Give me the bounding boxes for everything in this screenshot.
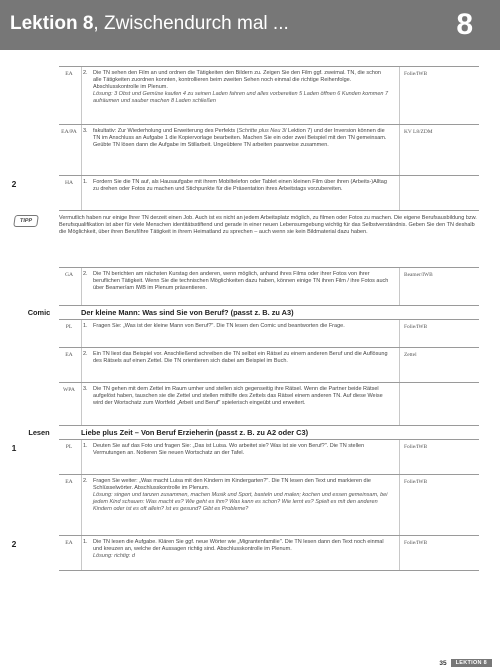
task-number: 2 — [11, 539, 17, 549]
row-text — [83, 271, 391, 292]
row-text — [83, 351, 391, 365]
media-cell: Folie/IWB — [404, 71, 428, 77]
step-number: 1. — [83, 179, 88, 185]
social-form: HA — [64, 180, 74, 186]
page-header — [0, 0, 500, 50]
social-form: PL — [65, 444, 73, 450]
row-text — [83, 539, 391, 560]
media-cell: KV L8/ZDM — [404, 129, 433, 135]
social-form: WPA — [63, 387, 75, 393]
step-number: 1. — [83, 539, 88, 545]
table-row — [59, 66, 479, 124]
media-cell: Folie/IWB — [404, 479, 428, 485]
lesson-title — [10, 13, 289, 35]
row-text-italic: Schritte plus Neu 3 — [238, 128, 285, 134]
row-text-body: Die TN lesen die Aufgabe. Klären Sie ggf. neue Wörter wie „Migrantenfamilie". Die TN lesen dann den Text noch einmal und kreuzen an, welche der Aussagen richtig sind. Abschlusskontrolle im Plenum. — [93, 539, 384, 553]
row-text-body: Die TN berichten am nächsten Kurstag den anderen, wenn möglich, anhand ihres Films oder ihrer Fotos von ihrer beruflichen Tätigkeit. Wenn Sie die technischen Möglichkeiten dazu haben, können einige TN ihren Film / ihre Fotos auch über Beamer/am IWB im Plenum präsentieren. — [93, 271, 389, 292]
table-row — [59, 382, 479, 425]
row-text-body: Fragen Sie: „Was ist der kleine Mann von Beruf?". Die TN lesen den Comic und beantworten die Frage. — [93, 323, 345, 329]
social-form: GA — [64, 272, 74, 278]
step-number: 2. — [83, 351, 88, 357]
table-row — [59, 347, 479, 382]
step-number: 3. — [83, 386, 88, 392]
media-cell: Folie/IWB — [404, 540, 428, 546]
table-row — [59, 474, 479, 535]
table-row — [59, 267, 479, 305]
row-text-body: Die TN sehen den Film an und ordnen die Tätigkeiten den Bildern zu. Zeigen Sie den Film ggf. zweimal. TN, die schon alle Tätigkeiten zuordnen konnten, kontrollieren beim zweiten Sehen noch einmal die richtige Reihenfolge. Abschlusskontrolle im Plenum. — [93, 70, 381, 91]
lesson-plan-table — [11, 66, 479, 571]
table-row — [11, 439, 479, 474]
row-text — [83, 179, 391, 193]
row-text — [83, 478, 391, 513]
tipp-badge-icon: TIPP — [13, 215, 39, 227]
section-comic — [27, 305, 479, 319]
social-form: EA — [65, 71, 73, 77]
row-text-body: Fragen Sie weiter: „Was macht Luisa mit den Kindern im Kindergarten?". Die TN lesen den Text und markieren die Schlüsselwörter. Abschlusskontrolle im Plenum. — [93, 478, 371, 492]
page-footer — [439, 659, 492, 667]
step-number: 1. — [83, 443, 88, 449]
section-lesen — [28, 425, 479, 439]
step-number: 3. — [83, 128, 88, 134]
row-text — [83, 323, 391, 330]
row-text-body: / Lektion 7) und der Inversion können die TN im Anschluss an Aufgabe 1 die Kopiervorlage bearbeiten. Machen Sie ein oder zwei Beispiel mit den TN gemeinsam. Geübte TN lösen dann die Aufgabe im Stillarbeit. Ungeübtere TN arbeiten paarweise zusammen. — [93, 128, 387, 149]
table-row — [59, 124, 479, 175]
tipp-text: Vermutlich haben nur einige Ihrer TN derzeit einen Job. Auch ist es nicht an jedem Arbeitsplatz möglich, zu filmen oder Fotos zu machen. Die eigene Berufsausbildung bzw. Berufsqualifikation ist aber für viele Menschen identitätsstiftend und gerade in einer neuen Lebensumgebung wichtig für das Selbstverständnis. Geben Sie den TN deshalb die Möglichkeit, über ihren Beruf/ihre Tätigkeit in ihrem Heimatland zu sprechen – auch wenn sie kein Bildmaterial dazu haben. — [59, 215, 477, 236]
solution-text: Lösung: singen und tanzen zusammen, machen Musik und Sport, basteln und malen; kochen und essen gemeinsam, bei jedem Kind schauen: Was macht es? Wie geht es ihm? Was kann es schon? Wie lernt es? Spielt es mit den anderen Kindern oder ist es oft allein? Ist es gesund? Gibt es Probleme? — [93, 492, 388, 513]
lesson-title-bold: Lektion 8 — [10, 13, 94, 34]
step-number: 2. — [83, 271, 88, 277]
step-number: 1. — [83, 323, 88, 329]
row-text-prefix: fakultativ: Zur Wiederholung und Erweiterung des Perfekts ( — [93, 128, 239, 134]
lesson-title-rest: , Zwischendurch mal ... — [93, 13, 289, 34]
social-form: EA — [65, 479, 73, 485]
row-text-body: Ein TN liest das Beispiel vor. Anschließend schreiben die TN selbst ein Rätsel zu einem anderen Beruf und die Auflösung des Rätsels auf einen Zettel. Die TN orientieren sich dabei am Beispiel im Buch. — [93, 351, 388, 365]
step-number: 2. — [83, 478, 88, 484]
solution-text: Lösung: 3 Obst und Gemüse kaufen 4 zu seinen Laden fahren und alles vorbereiten 5 Laden öffnen 6 Kunden kommen 7 aufräumen und sauber machen 8 Laden schließen — [93, 91, 389, 105]
table-row — [11, 175, 479, 210]
table-row — [59, 319, 479, 347]
task-number: 1 — [11, 443, 17, 453]
media-cell: Folie/IWB — [404, 444, 428, 450]
media-cell: Beamer/IWB — [404, 272, 433, 278]
lesson-number: 8 — [456, 8, 473, 41]
task-number: 2 — [11, 179, 17, 189]
row-text — [83, 386, 391, 407]
section-title: Liebe plus Zeit – Von Beruf Erzieherin (passt z. B. zu A2 oder C3) — [81, 428, 309, 437]
solution-text: Lösung: richtig: d — [93, 553, 135, 560]
lesson-chip: LEKTION 8 — [451, 659, 492, 667]
section-name: Lesen — [28, 428, 50, 437]
social-form: EA — [65, 540, 73, 546]
row-text — [83, 70, 391, 105]
media-cell: Folie/IWB — [404, 324, 428, 330]
row-text — [83, 443, 391, 457]
row-text-body: Die TN gehen mit dem Zettel im Raum umher und stellen sich gegenseitig ihre Rätsel. Wenn die Partner beide Rätsel aufgelöst haben, tauschen sie die Zettel und stellen mithilfe des Zettels das Rätsel einem anderen TN. Auf diese Weise wird der Wortschatz zum Wortfeld „Arbeit und Beruf" spielerisch eingeübt und erweitert. — [93, 386, 383, 407]
table-row — [11, 535, 479, 571]
media-cell: Zettel — [404, 352, 417, 358]
section-name: Comic — [27, 308, 51, 317]
section-title: Der kleine Mann: Was sind Sie von Beruf? (passt z. B. zu A3) — [81, 308, 294, 317]
step-number: 2. — [83, 70, 88, 76]
row-text-body: Fordern Sie die TN auf, als Hausaufgabe mit ihrem Mobiltelefon oder Tablet einen kleinen Film über ihren (Arbeits-)Alltag zu drehen oder Fotos zu machen und Stichpunkte für die Präsentation ihres Arbeitstags vorzubereiten. — [93, 179, 387, 193]
social-form: EA/PA — [61, 129, 77, 135]
row-text-body: Deuten Sie auf das Foto und fragen Sie: „Das ist Luisa. Wo arbeitet sie? Was ist sie von Beruf?". Die TN stellen Vermutungen an. Notieren Sie neuen Wortschatz an der Tafel. — [93, 443, 365, 457]
page-number: 35 — [439, 659, 447, 667]
row-text — [83, 128, 391, 149]
tipp-row — [19, 210, 479, 267]
social-form: PL — [65, 324, 73, 330]
social-form: EA — [65, 352, 73, 358]
